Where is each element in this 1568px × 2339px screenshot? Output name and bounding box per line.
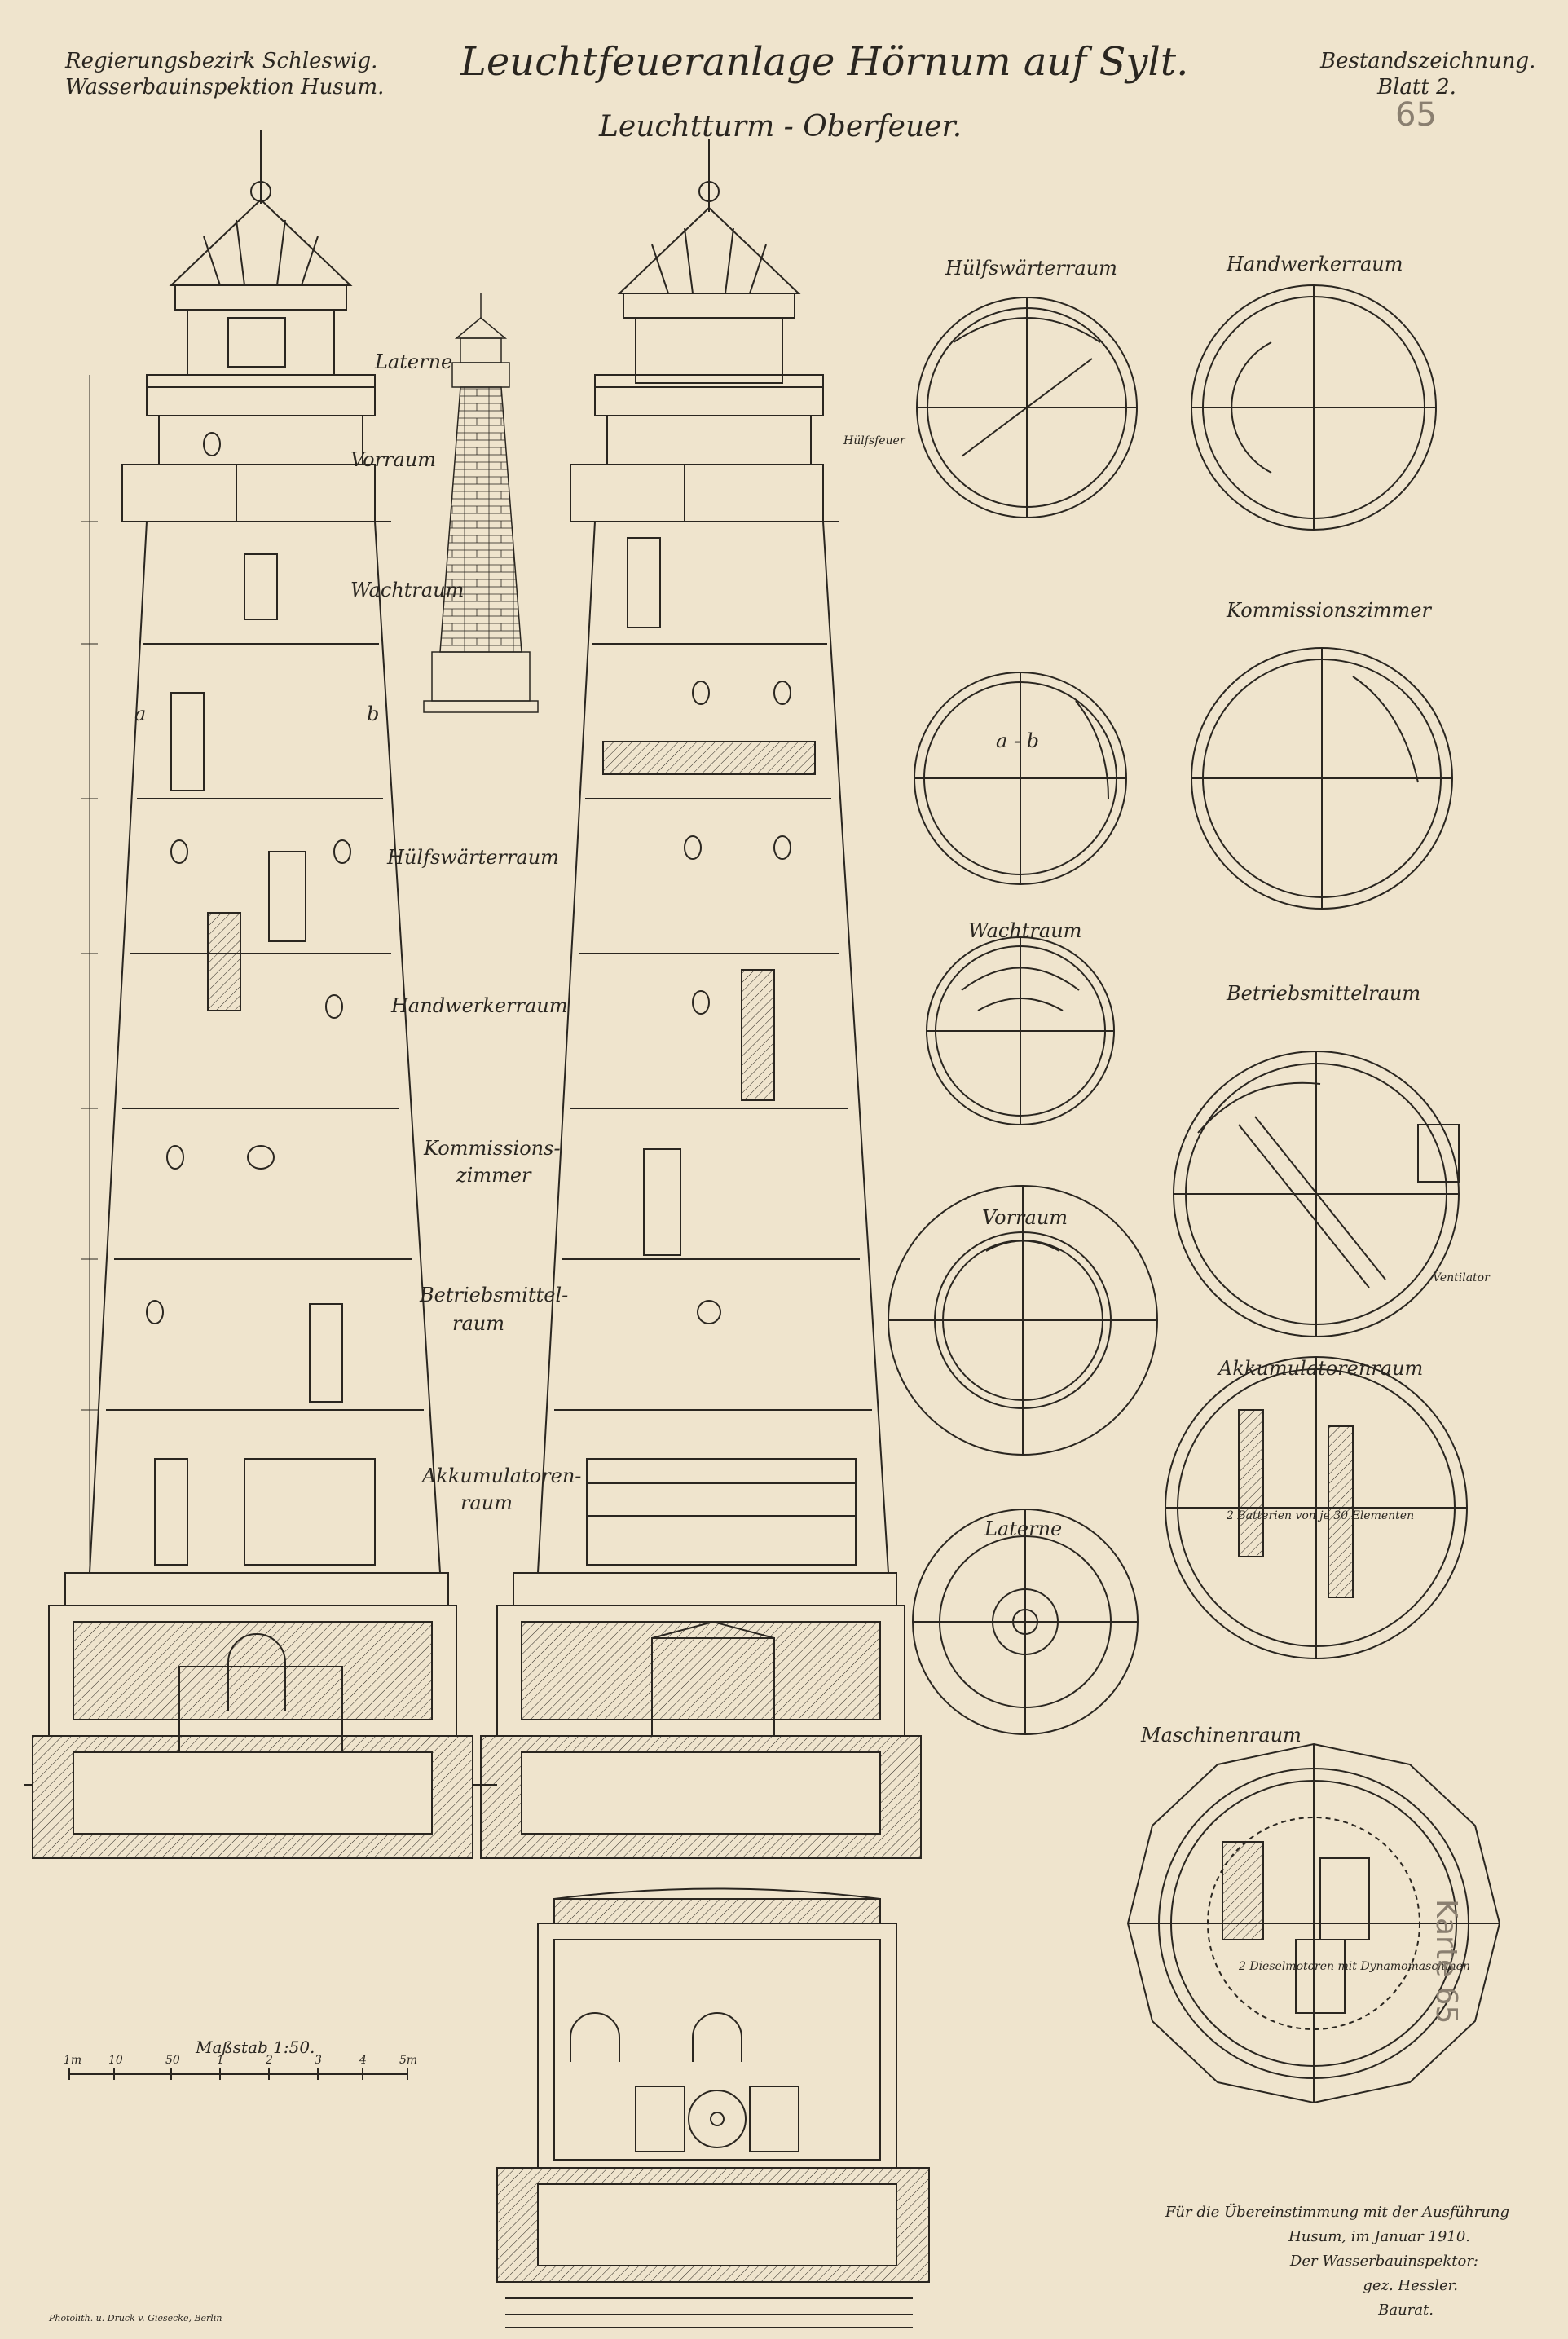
scale-tick-1: 10 [108,2054,123,2067]
note-batteries: 2 Batterien von je 30 Elementen [1227,1509,1415,1522]
plan-title-huelfswaerterraum: Hülfswärterraum [945,257,1117,280]
sheet-number: 65 [1395,96,1437,134]
scale-tick-7: 5m [399,2054,418,2067]
plan-laterne [913,1509,1138,1734]
scale-tick-4: 2 [266,2054,273,2067]
scale-tick-5: 3 [315,2054,322,2067]
sheet-label: Blatt 2. [1377,75,1456,99]
plan-title-betriebsmittelraum: Betriebsmittelraum [1227,982,1421,1005]
plan-title-akkumulatorenraum: Akkumulatorenraum [1218,1357,1424,1380]
cert-line-5: Baurat. [1378,2302,1434,2319]
plan-wachtraum [927,937,1114,1125]
plan-title-maschinenraum: Maschinenraum [1141,1724,1302,1747]
scale-bar [69,2068,407,2080]
plan-akkumulatorenraum [1165,1357,1467,1658]
cert-line-1: Für die Übereinstimmung mit der Ausführung [1165,2204,1509,2221]
label-huelfswaerterraum: Hülfswärterraum [387,846,559,869]
plan-a-b [914,672,1126,884]
plan-betriebsmittelraum [1174,1051,1459,1337]
cert-line-3: Der Wasserbauinspektor: [1289,2253,1478,2270]
label-vorraum: Vorraum [350,448,437,471]
scale-tick-2: 50 [165,2054,180,2067]
label-raum-2: raum [460,1491,513,1514]
cert-line-2: Husum, im Januar 1910. [1288,2228,1470,2245]
plan-title-wachtraum: Wachtraum [968,919,1082,942]
label-raum-1: raum [452,1312,504,1335]
plan-title-laterne: Laterne [984,1517,1063,1540]
note-lamp: Hülfsfeuer [843,434,905,447]
cert-line-4: gez. Hessler. [1363,2277,1458,2294]
note-ventilator: Ventilator [1433,1271,1490,1284]
sheet-title: Leuchtfeueranlage Hörnum auf Sylt. [460,39,1189,85]
label-betriebsmittel: Betriebsmittel- [420,1284,569,1306]
plan-cut-label: a - b [996,729,1040,752]
printer-credit: Photolith. u. Druck v. Giesecke, Berlin [49,2313,222,2324]
sheet-subtitle: Leuchtturm - Oberfeuer. [599,110,962,143]
plan-title-handwerkerraum: Handwerkerraum [1227,253,1403,275]
label-kommissions: Kommissions- [424,1137,561,1160]
note-dynamo: 2 Dieselmotoren mit Dynamomaschinen [1239,1960,1470,1973]
authority-line-1: Regierungsbezirk Schleswig. [65,49,378,73]
scale-tick-6: 4 [359,2054,367,2067]
scale-tick-0: 1m [64,2054,82,2067]
plan-huelfswaerterraum [917,297,1137,518]
scale-label: Maßstab 1:50. [196,2037,315,2057]
cut-mark-b: b [367,703,380,725]
label-wachtraum: Wachtraum [350,579,465,601]
label-handwerkerraum: Handwerkerraum [391,994,568,1017]
plan-handwerkerraum [1191,285,1436,530]
scale-tick-3: 1 [217,2054,224,2067]
archive-pencil-note: Karte 65 [1429,1899,1463,2024]
drawing-type: Bestandszeichnung. [1320,49,1536,73]
cut-mark-a: a [134,703,147,725]
label-zimmer: zimmer [456,1164,531,1187]
machine-room-section [497,1889,929,2328]
label-akkumulatoren: Akkumulatoren- [422,1465,582,1487]
plan-kommissionszimmer [1191,648,1452,909]
plan-title-kommissionszimmer: Kommissionszimmer [1227,599,1431,622]
label-laterne: Laterne [375,350,453,373]
plan-title-vorraum: Vorraum [982,1206,1068,1229]
authority-line-2: Wasserbauinspektion Husum. [65,75,385,99]
dimension-line-left [81,375,98,1573]
